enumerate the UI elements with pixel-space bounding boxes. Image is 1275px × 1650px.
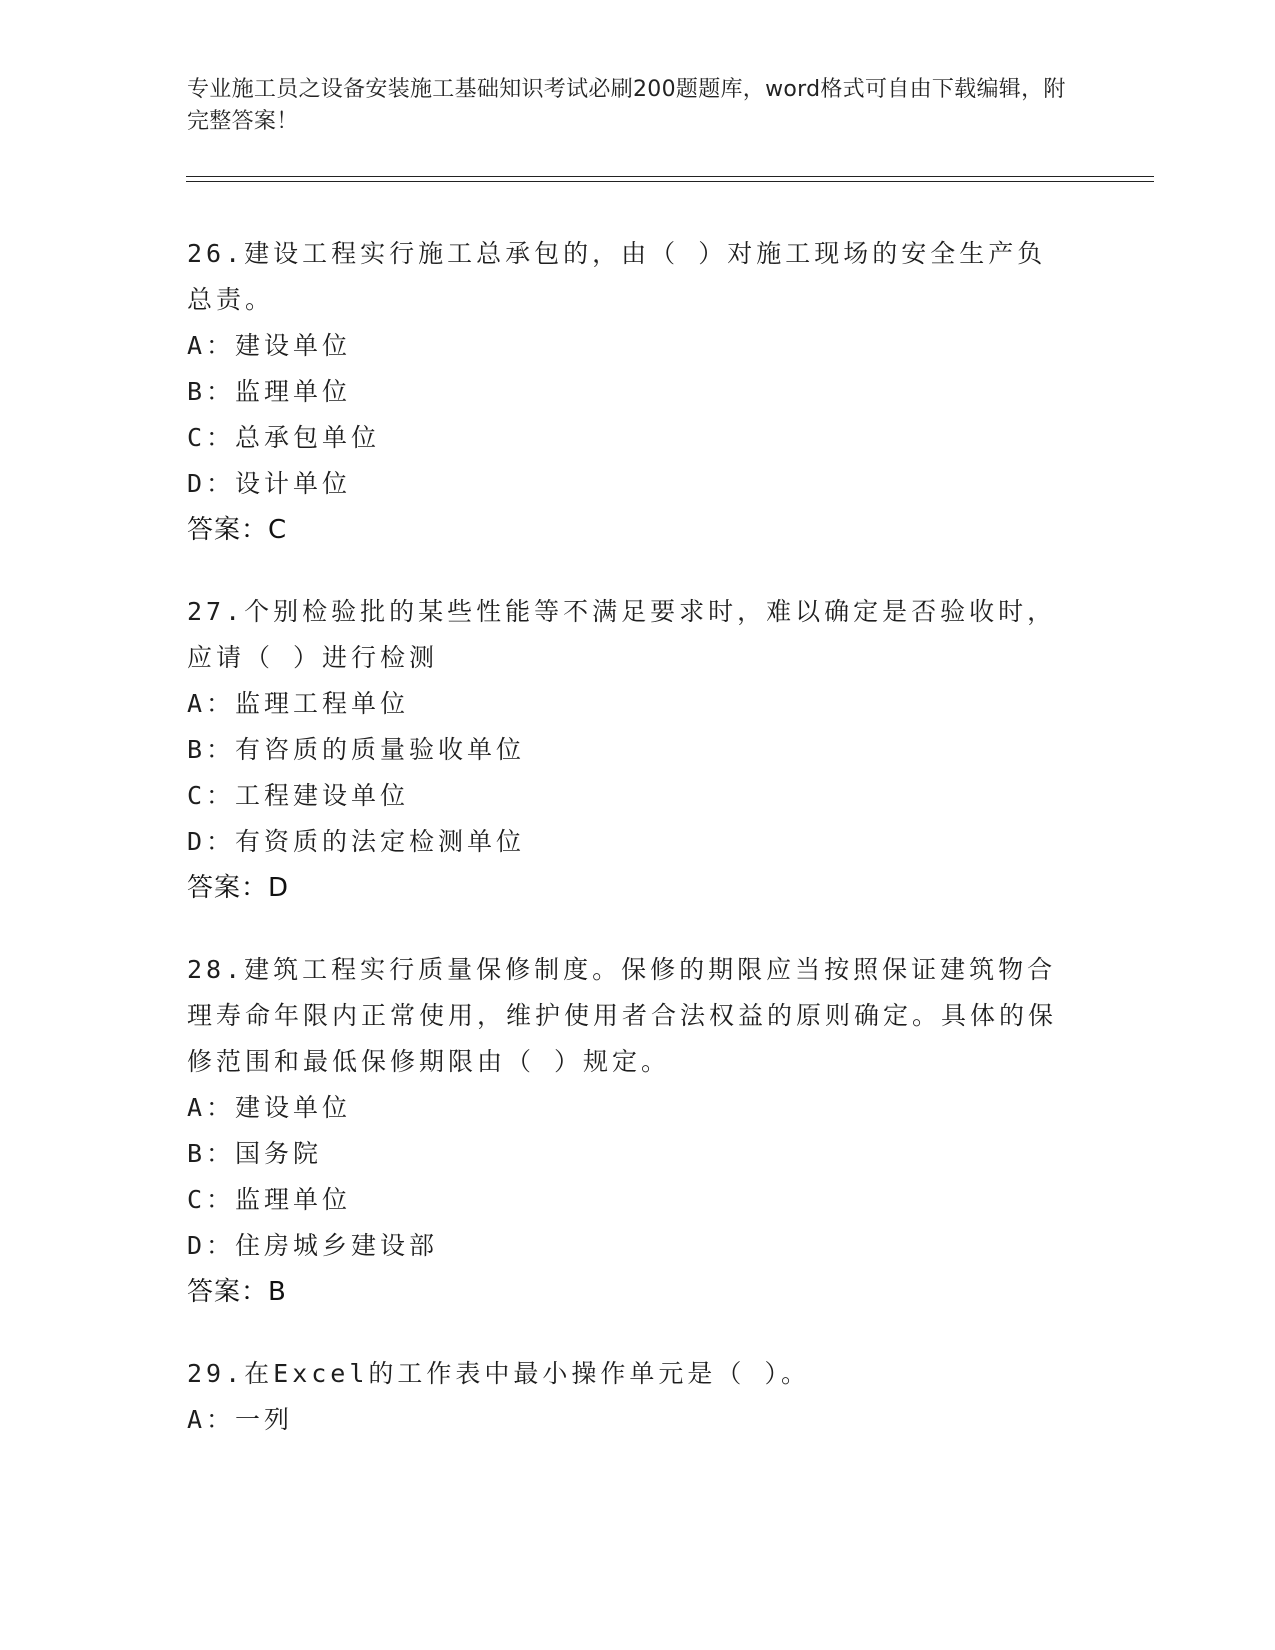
option-d: D：有资质的法定检测单位 — [187, 827, 526, 856]
option-b: B：监理单位 — [187, 377, 352, 406]
option-c: C：工程建设单位 — [187, 781, 410, 810]
question-item-27 — [187, 589, 1087, 911]
option-b: B：有咨质的质量验收单位 — [187, 735, 526, 764]
option-a: A：建设单位 — [187, 1093, 352, 1122]
question-stem: 28.建筑工程实行质量保修制度。保修的期限应当按照保证建筑物合理寿命年限内正常使用，维护使用者合法权益的原则确定。具体的保修范围和最低保修期限由（ ）规定。 — [187, 955, 1058, 1076]
document-header: 专业施工员之设备安装施工基础知识考试必刷200题题库，word格式可自由下载编辑，附完整答案！ — [187, 77, 1066, 134]
question-item-28 — [187, 947, 1087, 1315]
answer-line: 答案：B — [187, 1277, 287, 1307]
header-divider-top — [186, 176, 1154, 177]
question-item-29 — [187, 1351, 1087, 1443]
option-b: B：国务院 — [187, 1139, 323, 1168]
question-stem: 29.在Excel的工作表中最小操作单元是（ ）。 — [187, 1359, 810, 1388]
option-d: D：住房城乡建设部 — [187, 1231, 439, 1260]
question-stem: 26.建设工程实行施工总承包的，由（ ）对施工现场的安全生产负总责。 — [187, 239, 1047, 314]
option-a: A：监理工程单位 — [187, 689, 410, 718]
option-c: C：监理单位 — [187, 1185, 352, 1214]
option-c: C：总承包单位 — [187, 423, 381, 452]
question-stem: 27.个别检验批的某些性能等不满足要求时，难以确定是否验收时，应请（ ）进行检测 — [187, 597, 1057, 672]
answer-line: 答案：D — [187, 873, 290, 903]
option-d: D：设计单位 — [187, 469, 352, 498]
header-divider-bottom — [186, 181, 1154, 182]
question-list — [187, 231, 1087, 1479]
question-item-26 — [187, 231, 1087, 553]
option-a: A：一列 — [187, 1405, 294, 1434]
option-a: A：建设单位 — [187, 331, 352, 360]
answer-line: 答案：C — [187, 515, 288, 545]
